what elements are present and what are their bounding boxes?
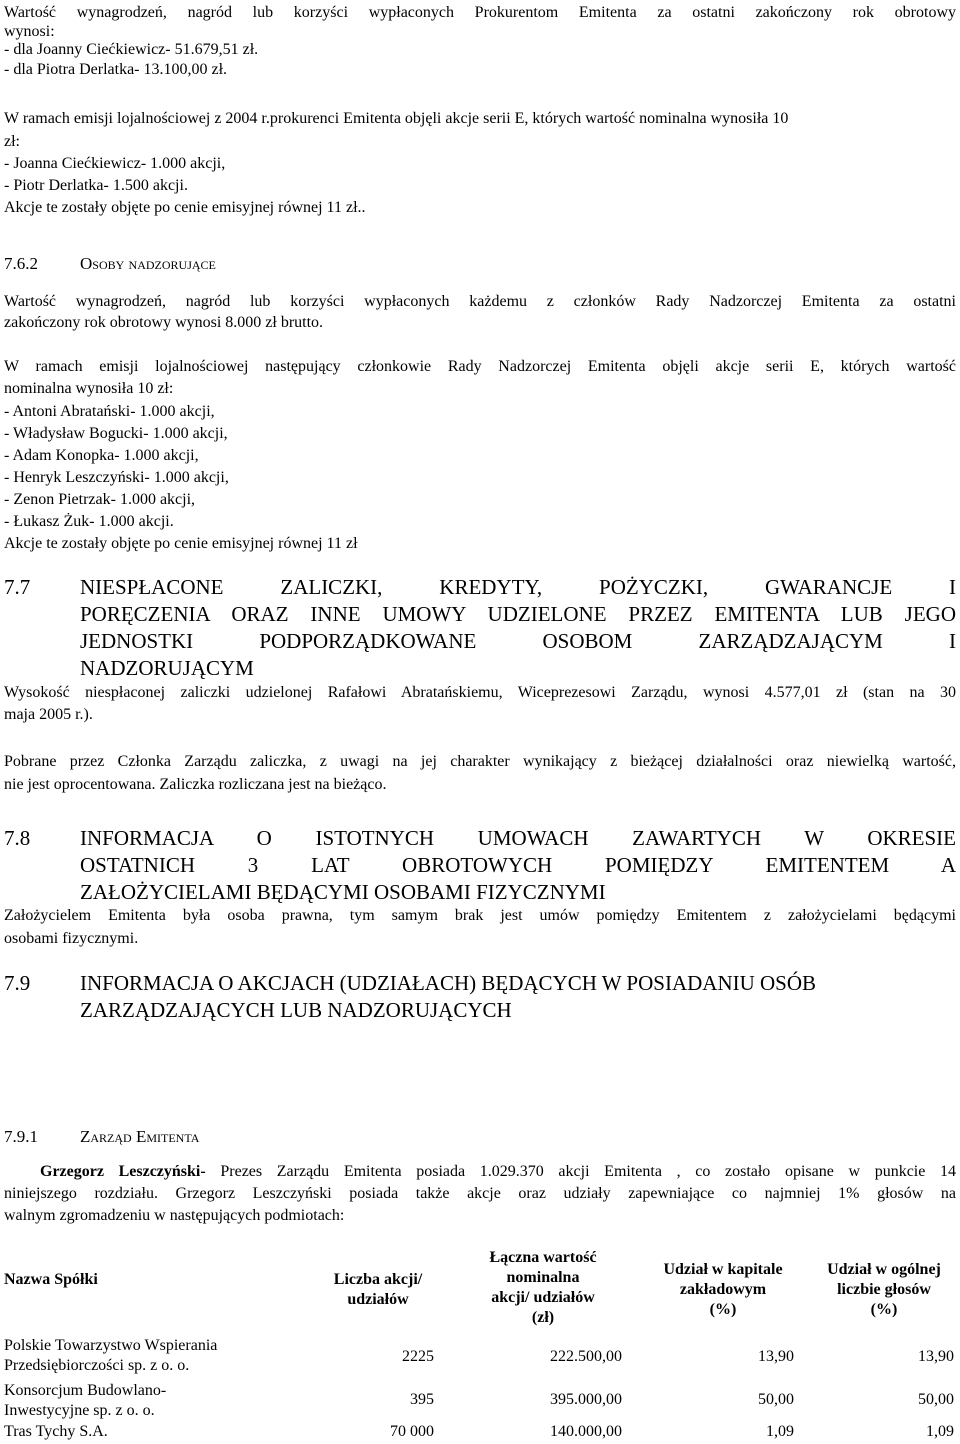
- table-row: [4, 1381, 166, 1421]
- header-line: Łączna wartość: [489, 1249, 597, 1266]
- paragraph-line: maja 2005 r.).: [4, 706, 93, 723]
- paragraph-line: Założycielem Emitenta była osoba prawna, tym samym brak jest umów pomiędzy Emitentem z założycielami będącymi: [4, 907, 956, 924]
- table-cell-capital: 50,00: [758, 1391, 794, 1408]
- paragraph-line: W ramach emisji lojalnościowej następujący członkowie Rady Nadzorczej Emitenta objęli akcje serii E, których wartość: [4, 358, 956, 375]
- table-row: [4, 1422, 108, 1442]
- paragraph-text: Prezes Zarządu Emitenta posiada 1.029.370 akcji Emitenta , co zostało opisane w punkcie 14: [205, 1163, 956, 1180]
- list-item: - Władysław Bogucki- 1.000 akcji,: [4, 425, 228, 442]
- section-title: Osoby nadzorujące: [80, 254, 216, 273]
- table-header-votes: [804, 1260, 960, 1320]
- paragraph-line: Wartość wynagrodzeń, nagród lub korzyści wypłaconych Prokurentom Emitenta za ostatni zakończony rok obrotowy: [4, 4, 956, 21]
- paragraph-line: Pobrane przez Członka Zarządu zaliczka, z uwagi na jej charakter wynikający z bieżącej działalności oraz niewielką wartość,: [4, 753, 956, 770]
- section-title-line: OSTATNICH 3 LAT OBROTOWYCH POMIĘDZY EMITENTEM A: [80, 853, 956, 877]
- table-cell-capital: 1,09: [766, 1423, 794, 1440]
- list-item: - Adam Konopka- 1.000 akcji,: [4, 447, 199, 464]
- header-line: zakładowym: [679, 1281, 767, 1298]
- table-header-capital: [638, 1260, 808, 1320]
- list-item: - Antoni Abratański- 1.000 akcji,: [4, 403, 215, 420]
- paragraph-line: Wartość wynagrodzeń, nagród lub korzyści wypłaconych każdemu z członków Rady Nadzorczej Emitenta za ostatni: [4, 293, 956, 310]
- table-cell-votes: 13,90: [918, 1348, 954, 1365]
- section-number: 7.9.1: [4, 1127, 38, 1146]
- paragraph-line: nie jest oprocentowana. Zaliczka rozliczana jest na bieżąco.: [4, 776, 387, 793]
- list-item: - Łukasz Żuk- 1.000 akcji.: [4, 513, 174, 530]
- header-line: Udział w kapitale: [663, 1261, 783, 1278]
- section-title-line: JEDNOSTKI PODPORZĄDKOWANE OSOBOM ZARZĄDZAJĄCYM I: [80, 629, 956, 653]
- paragraph-line: niniejszego rozdziału. Grzegorz Leszczyński posiada także akcje oraz udziały zapewniające co najmniej 1% głosów na: [4, 1185, 956, 1202]
- company-name: Inwestycyjne sp. z o. o.: [4, 1402, 155, 1419]
- section-number: 7.7: [4, 575, 31, 599]
- list-item: - dla Joanny Ciećkiewicz- 51.679,51 zł.: [4, 41, 259, 58]
- table-row: [4, 1336, 217, 1376]
- section-title-line: ZARZĄDZAJĄCYCH LUB NADZORUJĄCYCH: [80, 998, 512, 1022]
- section-title-line: ZAŁOŻYCIELAMI BĘDĄCYMI OSOBAMI FIZYCZNYMI: [80, 880, 606, 904]
- company-name: Konsorcjum Budowlano-: [4, 1382, 167, 1399]
- header-line: akcji/ udziałów: [491, 1289, 595, 1306]
- header-line: udziałów: [347, 1291, 409, 1308]
- section-number: 7.8: [4, 826, 31, 850]
- header-line: (zł): [531, 1309, 555, 1326]
- table-cell-shares: 2225: [402, 1348, 434, 1365]
- paragraph-line: zakończony rok obrotowy wynosi 8.000 zł brutto.: [4, 314, 324, 331]
- table-cell-shares: 70 000: [390, 1423, 434, 1440]
- person-name: Grzegorz Leszczyński-: [40, 1163, 206, 1180]
- section-heading: [4, 574, 956, 601]
- paragraph-line: wynosi:: [4, 23, 55, 40]
- table-cell-capital: 13,90: [758, 1348, 794, 1365]
- table-header-company: Nazwa Spółki: [4, 1271, 98, 1288]
- table-cell-nominal: 140.000,00: [550, 1423, 622, 1440]
- paragraph-line: walnym zgromadzeniu w następujących podmiotach:: [4, 1207, 345, 1224]
- paragraph-line: osobami fizycznymi.: [4, 930, 139, 947]
- paragraph-line: zł:: [4, 133, 20, 150]
- header-line: (%): [870, 1301, 898, 1318]
- section-number: 7.9: [4, 971, 31, 995]
- section-heading: [4, 970, 956, 997]
- section-heading: [4, 1126, 956, 1148]
- header-line: (%): [709, 1301, 737, 1318]
- list-item: - Henryk Leszczyński- 1.000 akcji,: [4, 469, 229, 486]
- header-line: Udział w ogólnej: [827, 1261, 941, 1278]
- header-line: Liczba akcji/: [333, 1271, 423, 1288]
- section-heading: [4, 253, 956, 275]
- table-cell-votes: 50,00: [918, 1391, 954, 1408]
- company-name: Tras Tychy S.A.: [4, 1423, 108, 1440]
- paragraph-line: nominalna wynosiła 10 zł:: [4, 380, 174, 397]
- section-heading: [4, 825, 956, 852]
- company-name: Przedsiębiorczości sp. z o. o.: [4, 1357, 190, 1374]
- list-item: - dla Piotra Derlatka- 13.100,00 zł.: [4, 61, 228, 78]
- header-line: nominalna: [506, 1269, 580, 1286]
- paragraph-line: Akcje te zostały objęte po cenie emisyjnej równej 11 zł..: [4, 199, 366, 216]
- section-title: INFORMACJA O AKCJACH (UDZIAŁACH) BĘDĄCYCH W POSIADANIU OSÓB: [80, 971, 817, 995]
- table-cell-nominal: 222.500,00: [550, 1348, 622, 1365]
- list-item: - Zenon Pietrzak- 1.000 akcji,: [4, 491, 196, 508]
- list-item: - Piotr Derlatka- 1.500 akcji.: [4, 177, 188, 194]
- list-item: - Joanna Ciećkiewicz- 1.000 akcji,: [4, 155, 226, 172]
- table-cell-nominal: 395.000,00: [550, 1391, 622, 1408]
- section-title: NIESPŁACONE ZALICZKI, KREDYTY, POŻYCZKI, GWARANCJE I: [80, 575, 956, 599]
- section-title-line: NADZORUJĄCYM: [80, 656, 254, 680]
- table-cell-shares: 395: [410, 1391, 434, 1408]
- table-header-shares: [304, 1270, 452, 1310]
- company-name: Polskie Towarzystwo Wspierania: [4, 1337, 218, 1354]
- paragraph-line: Wysokość niespłaconej zaliczki udzielonej Rafałowi Abratańskiemu, Wiceprezesowi Zarządu, wynosi 4.577,01 zł (stan na 30: [4, 684, 956, 701]
- paragraph-line: [40, 1162, 956, 1182]
- paragraph-line: Akcje te zostały objęte po cenie emisyjnej równej 11 zł: [4, 535, 358, 552]
- section-title-line: PORĘCZENIA ORAZ INNE UMOWY UDZIELONE PRZEZ EMITENTA LUB JEGO: [80, 602, 956, 626]
- table-cell-votes: 1,09: [926, 1423, 954, 1440]
- section-number: 7.6.2: [4, 254, 38, 273]
- paragraph-line: W ramach emisji lojalnościowej z 2004 r.prokurenci Emitenta objęli akcje serii E, których wartość nominalna wynosiła 10: [4, 110, 789, 127]
- section-title: INFORMACJA O ISTOTNYCH UMOWACH ZAWARTYCH W OKRESIE: [80, 826, 956, 850]
- table-header-nominal: [458, 1248, 628, 1328]
- section-title: Zarząd Emitenta: [80, 1127, 200, 1146]
- header-line: liczbie głosów: [837, 1281, 931, 1298]
